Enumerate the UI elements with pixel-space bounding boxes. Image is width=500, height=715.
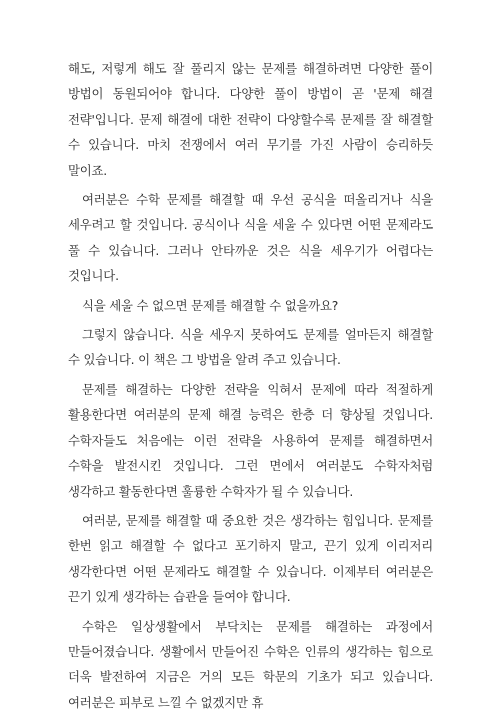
paragraph-1: 해도, 저렇게 해도 잘 풀리지 않는 문제를 해결하려면 다양한 풀이 방법이 동원되어야 합니다. 다양한 풀이 방법이 곧 '문제 해결 전략'입니다. 문제 해결에 대한 전략이 다양할수록 문제를 잘 해결할 수 있습니다. 마치 전쟁에서 여러 무기를 가진 사람이 승리하듯 말이죠. [68,61,433,178]
body-text [68,56,433,715]
paragraph-4: 그렇지 않습니다. 식을 세우지 못하여도 문제를 얼마든지 해결할 수 있습니다. 이 책은 그 방법을 알려 주고 있습니다. [68,327,433,368]
paragraph-7: 수학은 일상생활에서 부닥치는 문제를 해결하는 과정에서 만들어졌습니다. 생활에서 만들어진 수학은 인류의 생각하는 힘으로 더욱 발전하여 지금은 거의 모든 학문의 기초가 되고 있습니다. 여러분은 피부로 느낄 수 없겠지만 휴 [68,618,433,710]
paragraph-6: 여러분, 문제를 해결할 때 중요한 것은 생각하는 힘입니다. 문제를 한번 읽고 해결할 수 없다고 포기하지 말고, 끈기 있게 이리저리 생각한다면 어떤 문제라도 해결할 수 있습니다. 이제부터 여러분은 끈기 있게 생각하는 습관을 들여야 합니다. [68,512,433,605]
paragraph-2: 여러분은 수학 문제를 해결할 때 우선 공식을 떠올리거나 식을 세우려고 할 것입니다. 공식이나 식을 세울 수 있다면 어떤 문제라도 풀 수 있습니다. 그러나 안타까운 것은 식을 세우기가 어렵다는 것입니다. [68,192,433,284]
paragraph-3: 식을 세울 수 없으면 문제를 해결할 수 없을까요? [82,297,339,313]
paragraph-5: 문제를 해결하는 다양한 전략을 익혀서 문제에 따라 적절하게 활용한다면 여러분의 문제 해결 능력은 한층 더 향상될 것입니다. 수학자들도 처음에는 이런 전략을 사용하여 문제를 해결하면서 수학을 발전시킨 것입니다. 그런 면에서 여러분도 수학자처럼 생각하고 활동한다면 훌륭한 수학자가 될 수 있습니다. [68,381,433,499]
